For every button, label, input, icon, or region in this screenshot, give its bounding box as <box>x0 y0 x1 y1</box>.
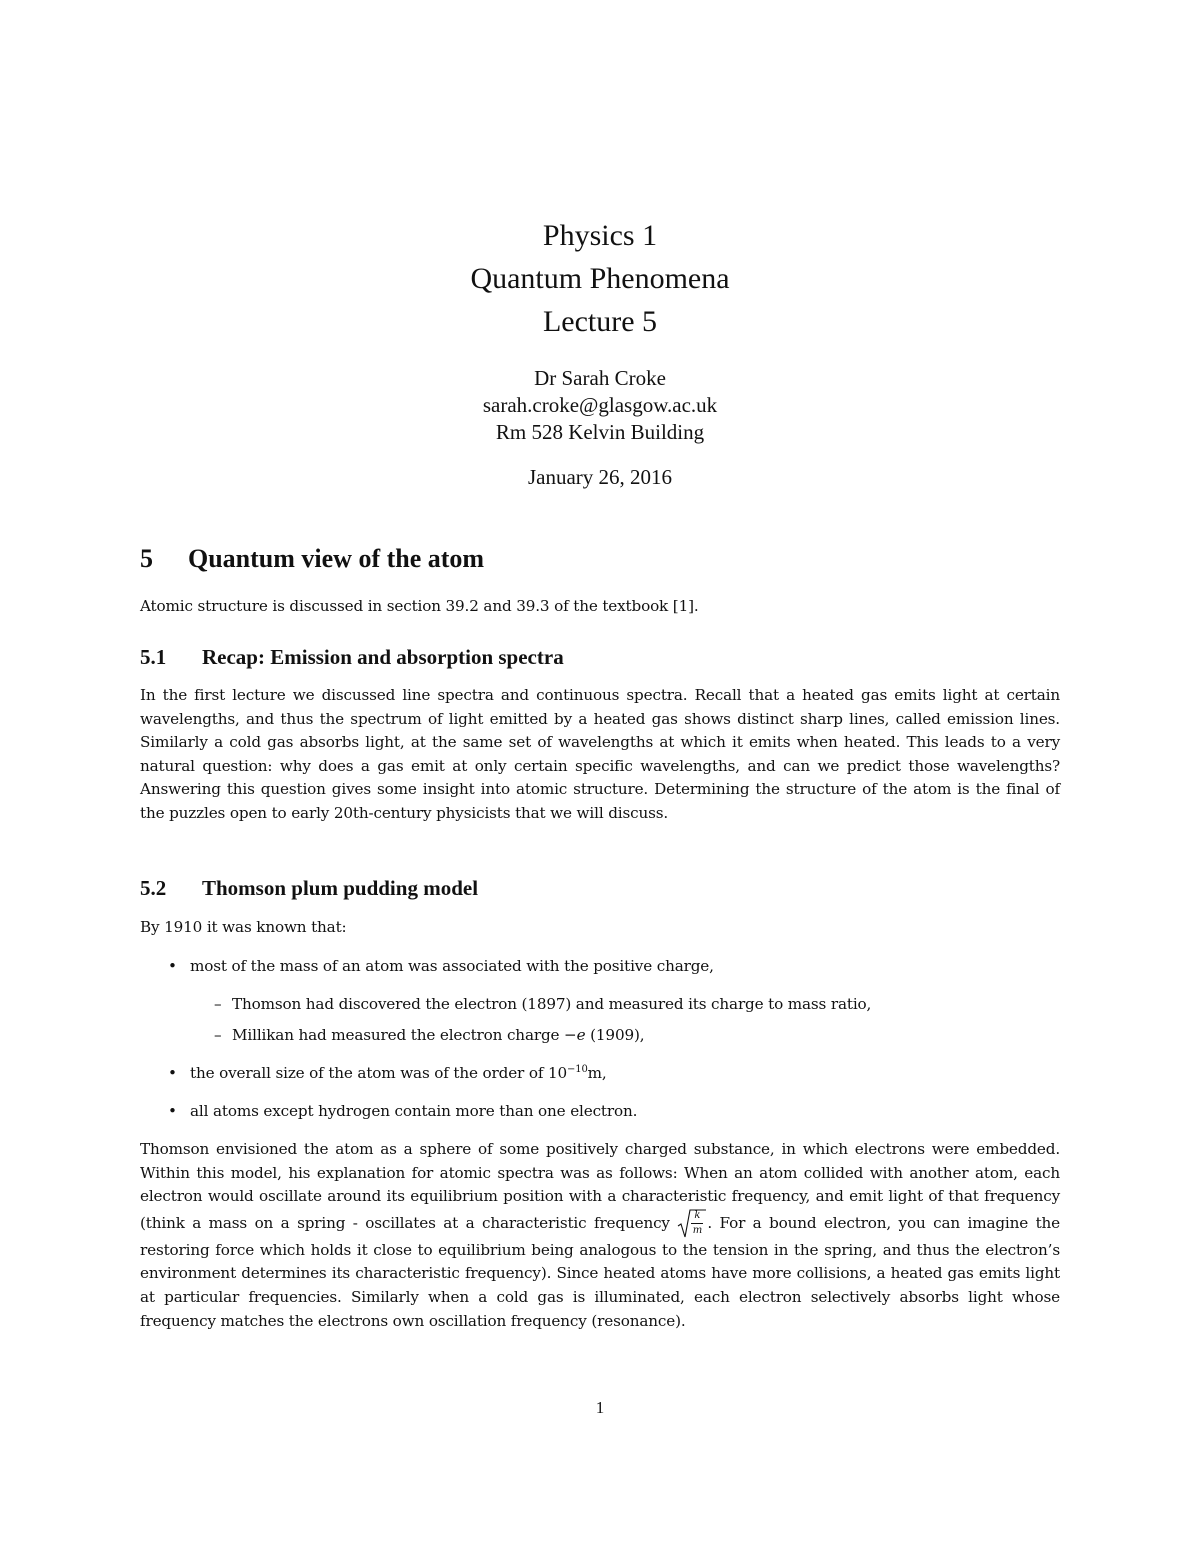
exponent: −10 <box>567 1063 588 1075</box>
section-5-title: Quantum view of the atom <box>188 544 485 573</box>
thomson-paragraph-part-1: Thomson envisioned the atom as a sphere of some positively charged substance, in which electrons were embedded. Within this model, his explanation for atomic spectra was as follows: When an atom collided with another atom, each electron would oscillate around its equilibrium position with a characteristic frequency, and emit light of that frequency (think a mass on a spring - oscillates at a characteristic frequency <box>140 1140 1060 1232</box>
list-item <box>168 1062 607 1086</box>
title-block <box>140 214 1060 491</box>
section-5-1-heading <box>140 645 564 670</box>
bullet-1-text: most of the mass of an atom was associated with the positive charge, <box>190 957 714 975</box>
bullet-icon: • <box>168 1102 177 1120</box>
thomson-model-paragraph <box>140 1138 1060 1333</box>
page-number: 1 <box>595 1398 605 1417</box>
fraction-bar <box>691 1223 703 1224</box>
bullet-2-pre: the overall size of the atom was of the order of 10 <box>190 1064 567 1082</box>
course-title: Physics 1 <box>542 219 658 252</box>
section-5-heading <box>140 544 484 574</box>
document-page <box>140 0 1060 1553</box>
author-email: sarah.croke@glasgow.ac.uk <box>482 393 718 417</box>
section-5-2-heading <box>140 876 478 901</box>
author-name: Dr Sarah Croke <box>534 366 666 390</box>
bullet-3-text: all atoms except hydrogen contain more than one electron. <box>190 1102 638 1120</box>
section-5-1-title: Recap: Emission and absorption spectra <box>202 645 564 669</box>
thomson-paragraph-part-2: . For a bound electron, you can imagine the restoring force which holds it close to equilibrium being analogous to the tension in the spring, and thus the electron’s environment determines its characteristic frequency). Since heated atoms have more collisions, a heated gas emits light at particular frequencies. Similarly when a cold gas is illuminated, each electron selectively absorbs light whose frequency matches the electrons own oscillation frequency (resonance). <box>140 1213 1061 1330</box>
section-5-2-lead: By 1910 it was known that: <box>140 918 347 936</box>
sqrt-k-over-m <box>677 1209 707 1239</box>
section-5-1-paragraph: In the first lecture we discussed line spectra and continuous spectra. Recall that a heated gas emits light at certain wavelengths, and thus the spectrum of light emitted by a heated gas shows distinct sharp lines, called emission lines. Similarly a cold gas absorbs light, at the same set of wavelengths at which it emits when heated. This leads to a very natural question: why does a gas emit at only certain specific wavelengths, and can we predict those wavelengths? Answering this question gives some insight into atomic structure. Determining the structure of the atom is the final of the puzzles open to early 20th-century physicists that we will discuss. <box>140 686 1060 822</box>
lecture-number: Lecture 5 <box>542 305 658 338</box>
list-item <box>168 955 714 979</box>
sub-item-1-text: Thomson had discovered the electron (1897) and measured its charge to mass ratio, <box>232 995 872 1013</box>
lecture-date: January 26, 2016 <box>527 465 673 489</box>
fraction-denominator: m <box>692 1224 703 1236</box>
fraction-numerator: k <box>694 1209 701 1221</box>
section-5-2-number: 5.2 <box>140 876 167 900</box>
list-item <box>168 1100 638 1124</box>
sub-list-item <box>214 993 872 1017</box>
sub-item-2-post: (1909), <box>585 1026 645 1044</box>
section-5-intro: Atomic structure is discussed in section 39.2 and 39.3 of the textbook [1]. <box>140 597 699 615</box>
bullet-2-post: m, <box>587 1064 607 1082</box>
section-5-number: 5 <box>140 544 153 573</box>
sub-item-2-pre: Millikan had measured the electron charge <box>232 1026 565 1044</box>
course-subtitle: Quantum Phenomena <box>470 262 730 295</box>
sub-list-item <box>214 1024 645 1048</box>
section-5-1-number: 5.1 <box>140 645 167 669</box>
electron-charge-symbol: −e <box>564 1026 586 1044</box>
fraction <box>691 1210 703 1237</box>
author-block <box>140 365 1060 446</box>
bullet-icon: • <box>168 957 177 975</box>
dash-icon: – <box>214 995 222 1013</box>
bullet-icon: • <box>168 1064 177 1082</box>
dash-icon: – <box>214 1026 222 1044</box>
author-room: Rm 528 Kelvin Building <box>495 420 705 444</box>
section-5-2-title: Thomson plum pudding model <box>202 876 479 900</box>
